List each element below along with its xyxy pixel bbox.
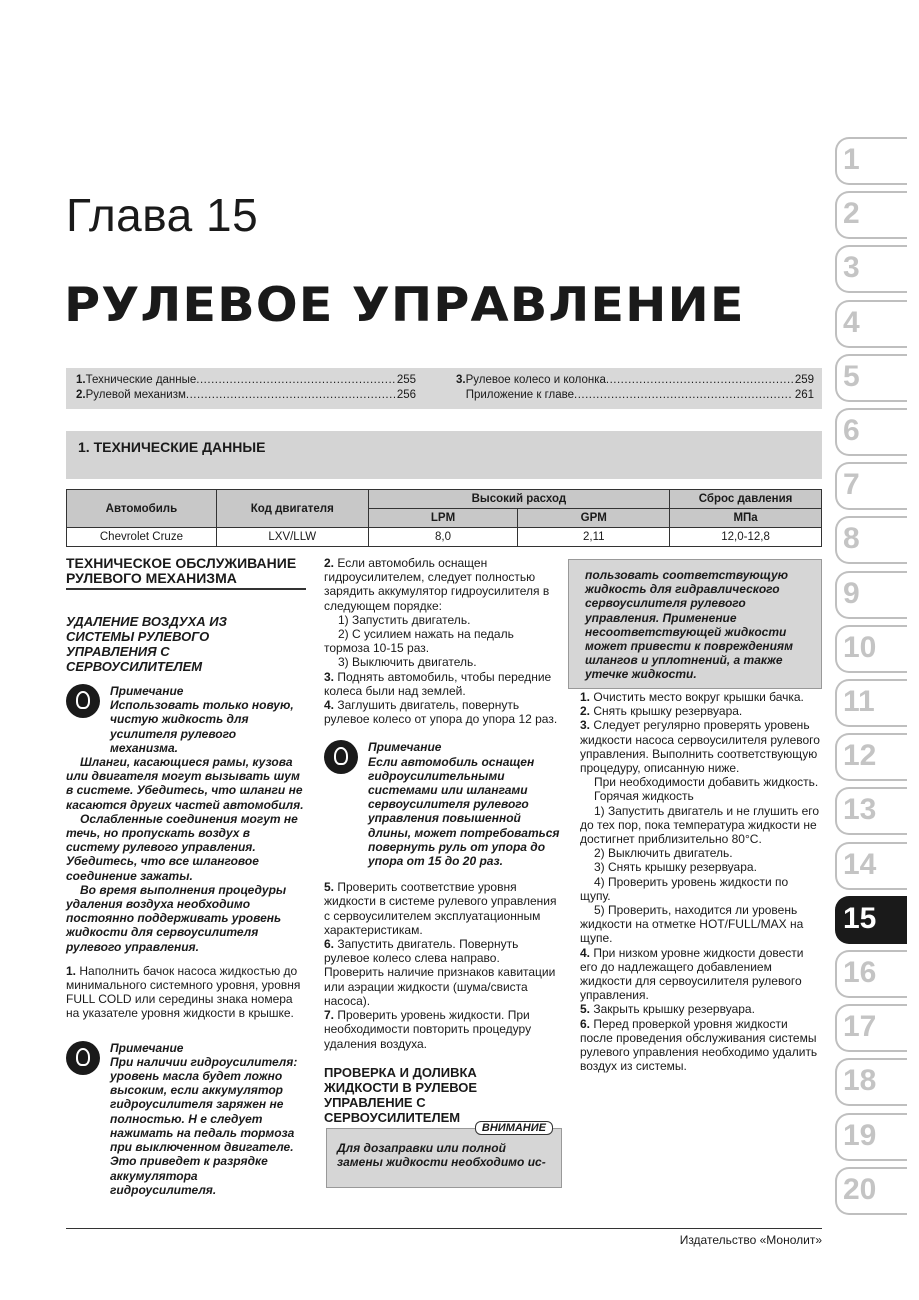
tab-chapter-8[interactable] [835, 516, 907, 564]
table-row [67, 528, 822, 547]
step-1: 1. Наполнить бачок насоса жидкостью до минимального системного уровня, уровня FULL COLD или середины знака номера на указателе уровня жидкости в крышке. [66, 963, 301, 1021]
subsection-heading: УДАЛЕНИЕ ВОЗДУХА ИЗ СИСТЕМЫ РУЛЕВОГО УПРАВЛЕНИЯ С СЕРВОУСИЛИТЕЛЕМ [66, 614, 227, 674]
tab-label: 9 [843, 576, 860, 610]
header-mpa: МПа [670, 509, 822, 528]
lightbulb-icon [66, 684, 100, 718]
tab-label: 14 [843, 847, 877, 881]
note-block [66, 684, 306, 954]
warning-text: Для дозаправки или полной замены жидкости необходимо ис- [337, 1141, 546, 1169]
tab-label: 3 [843, 251, 860, 285]
note-block [66, 1041, 306, 1197]
step-5: 5. Проверить соответствие уровня жидкости в системе рулевого управления с сервоусилителем эксплуатационным характеристикам. [324, 880, 557, 937]
step-2: 2. Снять крышку резервуара. [580, 704, 743, 719]
warning-box-continued [568, 559, 822, 689]
header-lpm: LPM [368, 509, 518, 528]
paragraph: Горячая жидкость [594, 789, 694, 804]
header-relief: Сброс давления [670, 490, 822, 509]
tab-label: 13 [843, 793, 877, 827]
cell-car: Chevrolet Cruze [67, 528, 217, 547]
header-flow: Высокий расход [368, 490, 670, 509]
tab-label: 6 [843, 414, 860, 447]
substep: 4) Проверить уровень жидкости по щупу. [580, 874, 789, 903]
toc-item[interactable]: 2. Рулевой механизм ..... 256 [76, 388, 416, 403]
tab-chapter-10[interactable] [835, 625, 907, 673]
tab-label: 15 [843, 901, 877, 935]
column-2 [324, 556, 560, 1125]
toc-item[interactable]: 3. Рулевое колесо и колонка ..... 259 [456, 373, 814, 388]
note-block [324, 740, 560, 868]
step-7: 7. Проверить уровень жидкости. При необходимости повторить процедуру удаления воздуха. [324, 1008, 532, 1051]
tab-chapter-6[interactable] [835, 408, 907, 456]
section-heading: ТЕХНИЧЕСКОЕ ОБСЛУЖИВАНИЕ РУЛЕВОГО МЕХАНИЗМА [66, 556, 306, 590]
substep: 2) Выключить двигатель. [594, 846, 733, 861]
spec-table [66, 489, 822, 547]
tab-chapter-7[interactable] [835, 462, 907, 510]
substep: 1) Запустить двигатель и не глушить его до тех пор, пока температура жидкости не достигнет приблизительно 80°С. [580, 803, 820, 847]
column-1 [66, 556, 306, 1197]
column-3 [580, 690, 820, 1073]
note-text: Шланги, касающиеся рамы, кузова или двигателя могут вызывать шум в системе. Убедитесь, что шланги не касаются других частей автомобиля. [66, 755, 304, 812]
warning-box [326, 1122, 562, 1188]
note-title: Примечание [110, 684, 184, 698]
step-3: 3. Следует регулярно проверять уровень жидкости насоса сервоусилителя рулевого управления. Выполнить соответствующую процедуру, описанную ниже. [580, 718, 820, 776]
step-1: 1. Очистить место вокруг крышки бачка. [580, 690, 804, 704]
table-of-contents [66, 368, 822, 409]
header-gpm: GPM [518, 509, 670, 528]
tab-chapter-18[interactable] [835, 1058, 907, 1106]
tab-label: 2 [843, 197, 860, 231]
note-title: Примечание [110, 1040, 184, 1055]
tab-chapter-20[interactable] [835, 1167, 907, 1215]
step-5: 5. Закрыть крышку резервуара. [580, 1002, 755, 1017]
tab-chapter-16[interactable] [835, 950, 907, 998]
tab-chapter-19[interactable] [835, 1113, 907, 1161]
tab-chapter-14[interactable] [835, 842, 907, 890]
chapter-title: РУЛЕВОЕ УПРАВЛЕНИЕ [64, 278, 745, 333]
tab-chapter-2[interactable] [835, 191, 907, 239]
toc-left-column [76, 373, 416, 403]
substep: 3) Снять крышку резервуара. [594, 860, 757, 875]
substep: 1) Запустить двигатель. [338, 612, 471, 627]
step-6: 6. Запустить двигатель. Повернуть рулевое колесо слева направо. Проверить наличие признаков кавитации или аэрации жидкости (шума/свиста насоса). [324, 937, 556, 1008]
note-text: Во время выполнения процедуры удаления воздуха необходимо постоянно поддерживать уровень жидкости для сервоусилителя рулевого управления. [66, 882, 287, 954]
subsection-heading: ПРОВЕРКА И ДОЛИВКА ЖИДКОСТИ В РУЛЕВОЕ УПРАВЛЕНИЕ С СЕРВОУСИЛИТЕЛЕМ [324, 1064, 478, 1125]
step-4: 4. При низком уровне жидкости довести его до надлежащего добавлением жидкости для сервоусилителя рулевого управления. [580, 945, 804, 1003]
tab-chapter-11[interactable] [835, 679, 907, 727]
tab-label: 12 [843, 739, 877, 773]
tab-chapter-5[interactable] [835, 354, 907, 402]
chapter-label: Глава 15 [66, 189, 259, 241]
step-2: 2. Если автомобиль оснащен гидроусилителем, следует полностью зарядить аккумулятор гидроусилителя в следующем порядке: [324, 556, 550, 613]
tab-chapter-15[interactable] [835, 896, 907, 944]
footer-divider [66, 1228, 822, 1229]
cell-engine: LXV/LLW [216, 528, 368, 547]
warning-label: ВНИМАНИЕ [475, 1121, 553, 1135]
header-engine: Код двигателя [216, 490, 368, 528]
tab-chapter-1[interactable] [835, 137, 907, 185]
tab-label: 16 [843, 956, 877, 989]
tab-label: 5 [843, 359, 860, 393]
tab-chapter-12[interactable] [835, 733, 907, 781]
tab-chapter-9[interactable] [835, 571, 907, 619]
lightbulb-icon [66, 1041, 100, 1075]
section-header [66, 431, 822, 479]
toc-item[interactable]: Приложение к главе ..... 261 [456, 388, 814, 403]
tab-label: 20 [843, 1172, 877, 1206]
tab-label: 18 [843, 1064, 877, 1098]
tab-label: 10 [843, 630, 877, 664]
section-title: 1. ТЕХНИЧЕСКИЕ ДАННЫЕ [78, 439, 266, 455]
substep: 5) Проверить, находится ли уровень жидкости на отметке HOT/FULL/MAX на щупе. [580, 903, 804, 946]
tab-label: 1 [843, 143, 860, 176]
publisher: Издательство «Монолит» [679, 1233, 822, 1247]
note-text: Если автомобиль оснащен гидроусилительными системами или шлангами сервоусилителя рулевого управления повышенной длины, может потребоваться повернуть руль от упора до упора от 15 до 20 раз. [368, 754, 560, 869]
step-3: 3. Поднять автомобиль, чтобы передние колеса были над землей. [324, 669, 552, 698]
cell-gpm: 2,11 [518, 528, 670, 547]
header-car: Автомобиль [67, 490, 217, 528]
note-title: Примечание [368, 740, 442, 755]
cell-mpa: 12,0-12,8 [670, 528, 822, 547]
toc-right-column [456, 373, 814, 403]
note-text: Использовать только новую, чистую жидкость для усилителя рулевого механизма. [110, 698, 294, 755]
tab-label: 7 [843, 468, 860, 502]
step-4: 4. Заглушить двигатель, повернуть рулевое колесо от упора до упора 12 раз. [324, 698, 558, 727]
tab-chapter-3[interactable] [835, 245, 907, 293]
warning-text: пользовать соответствующую жидкость для гидравлического сервоусилителя рулевого управления. Применение несоответствующей жидкости может привести к повреждениям шлангов и уплотнений, а также утечке жидкости. [585, 568, 793, 682]
tab-chapter-17[interactable] [835, 1004, 907, 1052]
paragraph: При необходимости добавить жидкость. [594, 775, 819, 790]
step-6: 6. Перед проверкой уровня жидкости после проведения обслуживания системы рулевого управления необходимо удалить воздух из системы. [580, 1016, 818, 1074]
toc-item[interactable]: 1. Технические данные ..... 255 [76, 373, 416, 388]
tab-label: 19 [843, 1118, 877, 1152]
cell-lpm: 8,0 [368, 528, 518, 547]
tab-label: 8 [843, 522, 860, 556]
substep: 3) Выключить двигатель. [338, 655, 477, 670]
substep: 2) С усилием нажать на педаль тормоза 10-15 раз. [324, 627, 514, 656]
note-text: Ослабленные соединения могут не течь, но пропускать воздух в систему рулевого управления. Убедитесь, что все шланговое соединение зажаты. [66, 811, 298, 883]
tab-label: 17 [843, 1010, 877, 1044]
note-text: При наличии гидроусилителя: уровень масла будет ложно высоким, если аккумулятор гидроусилителя заряжен не полностью. Н е следует нажимать на педаль тормоза при выключенном двигателе. Это приведет к разрядке аккумулятора гидроусилителя. [110, 1054, 298, 1197]
tab-label: 4 [843, 305, 860, 339]
tab-chapter-4[interactable] [835, 300, 907, 348]
tab-label: 11 [843, 685, 875, 718]
tab-chapter-13[interactable] [835, 787, 907, 835]
